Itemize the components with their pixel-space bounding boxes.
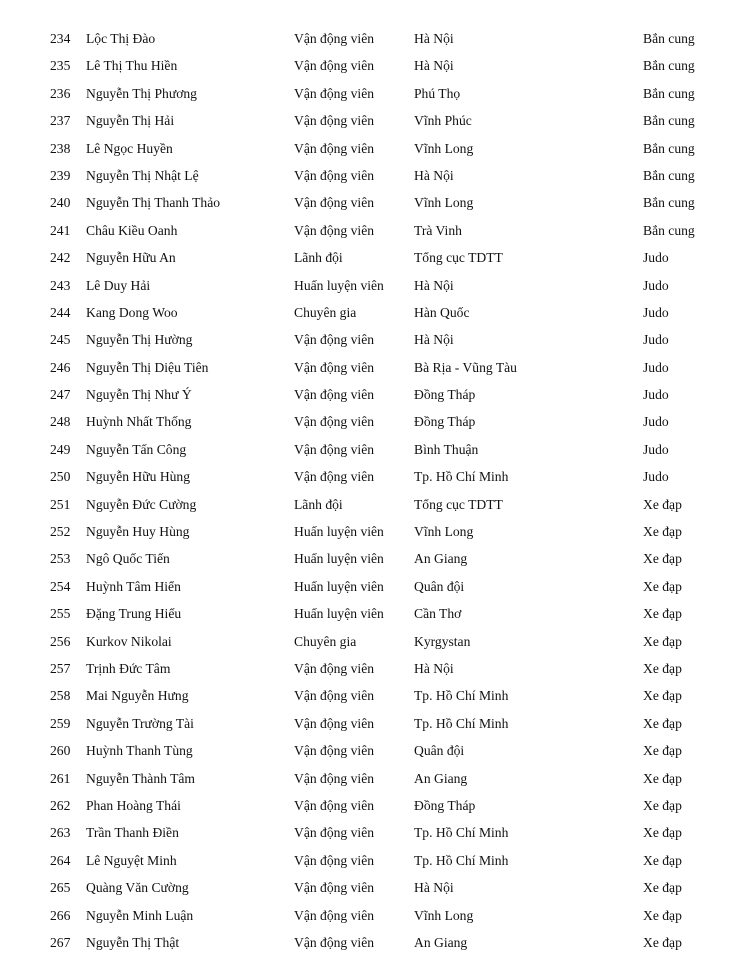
member-role: Vận động viên — [294, 743, 375, 759]
row-number: 258 — [50, 688, 71, 704]
row-number: 245 — [50, 332, 71, 348]
member-sport: Xe đạp — [643, 825, 682, 841]
member-role: Vận động viên — [294, 414, 375, 430]
member-sport: Xe đạp — [643, 852, 682, 868]
member-role: Vận động viên — [294, 332, 375, 348]
member-role: Vận động viên — [294, 688, 375, 704]
member-unit: Phú Thọ — [414, 85, 461, 101]
table-row — [0, 354, 730, 381]
member-role: Vận động viên — [294, 359, 375, 375]
row-number: 265 — [50, 880, 71, 896]
member-sport: Bắn cung — [643, 58, 695, 74]
member-unit: Tp. Hồ Chí Minh — [414, 715, 509, 731]
member-role: Vận động viên — [294, 469, 375, 485]
member-sport: Xe đạp — [643, 715, 682, 731]
row-number: 259 — [50, 715, 71, 731]
row-number: 254 — [50, 578, 71, 594]
member-name: Lê Nguyệt Minh — [86, 852, 177, 868]
member-unit: An Giang — [414, 551, 468, 567]
table-row — [0, 682, 730, 709]
table-row — [0, 162, 730, 189]
member-name: Nguyễn Huy Hùng — [86, 524, 190, 540]
member-name: Huỳnh Thanh Tùng — [86, 743, 193, 759]
member-unit: An Giang — [414, 934, 468, 950]
member-name: Quàng Văn Cường — [86, 880, 189, 896]
row-number: 234 — [50, 31, 71, 46]
member-unit: Bà Rịa - Vũng Tàu — [414, 359, 517, 375]
member-unit: Đồng Tháp — [414, 797, 476, 813]
row-number: 252 — [50, 524, 71, 540]
member-sport: Xe đạp — [643, 633, 682, 649]
row-number: 243 — [50, 277, 71, 293]
member-role: Vận động viên — [294, 387, 375, 403]
member-sport: Xe đạp — [643, 660, 682, 676]
member-sport: Xe đạp — [643, 907, 682, 923]
member-name: Nguyễn Đức Cường — [86, 496, 197, 512]
table-row — [0, 545, 730, 572]
table-row — [0, 299, 730, 326]
member-sport: Xe đạp — [643, 551, 682, 567]
member-name: Nguyễn Thị Phương — [86, 85, 197, 101]
member-role: Lãnh đội — [294, 496, 343, 512]
row-number: 267 — [50, 934, 71, 950]
row-number: 250 — [50, 469, 71, 485]
member-role: Vận động viên — [294, 797, 375, 813]
member-sport: Judo — [643, 277, 669, 293]
row-number: 266 — [50, 907, 71, 923]
table-row — [0, 189, 730, 216]
member-role: Huấn luyện viên — [294, 524, 384, 540]
member-unit: An Giang — [414, 770, 468, 786]
member-sport: Xe đạp — [643, 880, 682, 896]
member-unit: Kyrgystan — [414, 633, 471, 649]
member-unit: Cần Thơ — [414, 606, 462, 622]
table-row — [0, 408, 730, 435]
member-unit: Tp. Hồ Chí Minh — [414, 825, 509, 841]
table-row — [0, 847, 730, 874]
member-unit: Hà Nội — [414, 660, 454, 676]
table-row — [0, 874, 730, 901]
member-role: Vận động viên — [294, 907, 375, 923]
member-role: Vận động viên — [294, 58, 375, 74]
table-row — [0, 135, 730, 162]
row-number: 251 — [50, 496, 71, 512]
member-unit: Hàn Quốc — [414, 304, 470, 320]
member-name: Kurkov Nikolai — [86, 633, 172, 649]
table-row — [0, 600, 730, 627]
member-unit: Vĩnh Long — [414, 524, 474, 540]
member-sport: Bắn cung — [643, 113, 695, 129]
member-role: Vận động viên — [294, 195, 375, 211]
member-sport: Bắn cung — [643, 222, 695, 238]
member-sport: Judo — [643, 441, 669, 457]
row-number: 261 — [50, 770, 71, 786]
member-sport: Xe đạp — [643, 496, 682, 512]
row-number: 248 — [50, 414, 71, 430]
member-role: Vận động viên — [294, 222, 375, 238]
member-role: Vận động viên — [294, 85, 375, 101]
member-unit: Tổng cục TDTT — [414, 250, 503, 266]
member-sport: Xe đạp — [643, 934, 682, 950]
member-name: Nguyễn Thị Hường — [86, 332, 193, 348]
row-number: 263 — [50, 825, 71, 841]
member-unit: Vĩnh Long — [414, 195, 474, 211]
member-name: Mai Nguyễn Hưng — [86, 688, 189, 704]
member-sport: Judo — [643, 387, 669, 403]
table-row — [0, 25, 730, 52]
member-name: Nguyễn Hữu Hùng — [86, 469, 191, 485]
table-row — [0, 217, 730, 244]
row-number: 241 — [50, 222, 71, 238]
member-name: Huỳnh Tâm Hiển — [86, 578, 181, 594]
member-role: Vận động viên — [294, 852, 375, 868]
member-name: Lộc Thị Đào — [86, 31, 156, 46]
member-name: Kang Dong Woo — [86, 304, 178, 320]
member-unit: Quân đội — [414, 578, 465, 594]
table-row — [0, 463, 730, 490]
member-role: Vận động viên — [294, 660, 375, 676]
member-unit: Quân đội — [414, 743, 465, 759]
member-sport: Xe đạp — [643, 688, 682, 704]
member-sport: Judo — [643, 332, 669, 348]
member-name: Nguyễn Trường Tài — [86, 715, 194, 731]
row-number: 253 — [50, 551, 71, 567]
member-sport: Xe đạp — [643, 797, 682, 813]
member-unit: Tp. Hồ Chí Minh — [414, 688, 509, 704]
member-role: Huấn luyện viên — [294, 578, 384, 594]
member-sport: Judo — [643, 304, 669, 320]
member-role: Lãnh đội — [294, 250, 343, 266]
member-name: Lê Ngọc Huyền — [86, 140, 173, 156]
table-row — [0, 244, 730, 271]
table-row — [0, 80, 730, 107]
member-name: Nguyễn Thị Hải — [86, 113, 175, 129]
member-role: Vận động viên — [294, 825, 375, 841]
table-row — [0, 737, 730, 764]
row-number: 237 — [50, 113, 71, 129]
member-name: Phan Hoàng Thái — [86, 797, 181, 813]
member-unit: Hà Nội — [414, 332, 454, 348]
row-number: 246 — [50, 359, 71, 375]
member-sport: Judo — [643, 359, 669, 375]
row-number: 260 — [50, 743, 71, 759]
member-name: Đặng Trung Hiếu — [86, 606, 182, 622]
table-row — [0, 765, 730, 792]
row-number: 262 — [50, 797, 71, 813]
row-number: 242 — [50, 250, 71, 266]
member-sport: Xe đạp — [643, 743, 682, 759]
member-role: Chuyên gia — [294, 633, 357, 649]
member-unit: Tp. Hồ Chí Minh — [414, 469, 509, 485]
row-number: 238 — [50, 140, 71, 156]
member-unit: Tp. Hồ Chí Minh — [414, 852, 509, 868]
table-row — [0, 819, 730, 846]
member-sport: Bắn cung — [643, 167, 695, 183]
member-unit: Đồng Tháp — [414, 414, 476, 430]
member-name: Nguyễn Thị Nhật Lệ — [86, 167, 199, 183]
table-row — [0, 573, 730, 600]
member-sport: Xe đạp — [643, 524, 682, 540]
member-name: Nguyễn Thị Thật — [86, 934, 180, 950]
table-row — [0, 710, 730, 737]
row-number: 256 — [50, 633, 71, 649]
member-name: Châu Kiều Oanh — [86, 222, 178, 238]
member-sport: Bắn cung — [643, 140, 695, 156]
table-row — [0, 655, 730, 682]
row-number: 236 — [50, 85, 71, 101]
table-row — [0, 902, 730, 929]
table-row — [0, 628, 730, 655]
member-name: Trịnh Đức Tâm — [86, 660, 171, 676]
row-number: 249 — [50, 441, 71, 457]
row-number: 255 — [50, 606, 71, 622]
member-unit: Vĩnh Long — [414, 140, 474, 156]
member-unit: Trà Vinh — [414, 222, 462, 238]
member-unit: Bình Thuận — [414, 441, 479, 457]
member-name: Nguyễn Tấn Công — [86, 441, 187, 457]
member-name: Nguyễn Hữu An — [86, 250, 176, 266]
member-name: Nguyễn Minh Luận — [86, 907, 194, 923]
table-row — [0, 326, 730, 353]
member-sport: Bắn cung — [643, 195, 695, 211]
member-sport: Xe đạp — [643, 770, 682, 786]
member-name: Nguyễn Thành Tâm — [86, 770, 195, 786]
member-name: Nguyễn Thị Diệu Tiên — [86, 359, 209, 375]
member-role: Vận động viên — [294, 880, 375, 896]
member-role: Vận động viên — [294, 770, 375, 786]
member-role: Huấn luyện viên — [294, 277, 384, 293]
member-sport: Xe đạp — [643, 606, 682, 622]
row-number: 257 — [50, 660, 71, 676]
row-number: 239 — [50, 167, 71, 183]
member-unit: Hà Nội — [414, 31, 454, 46]
table-row — [0, 518, 730, 545]
table-row — [0, 272, 730, 299]
member-sport: Xe đạp — [643, 578, 682, 594]
member-unit: Vĩnh Long — [414, 907, 474, 923]
member-sport: Judo — [643, 469, 669, 485]
member-unit: Vĩnh Phúc — [414, 113, 472, 129]
member-role: Vận động viên — [294, 715, 375, 731]
member-unit: Đồng Tháp — [414, 387, 476, 403]
table-row — [0, 792, 730, 819]
member-unit: Hà Nội — [414, 58, 454, 74]
member-name: Trần Thanh Điền — [86, 825, 179, 841]
member-name: Ngô Quốc Tiến — [86, 551, 170, 567]
member-name: Huỳnh Nhất Thống — [86, 414, 192, 430]
member-unit: Hà Nội — [414, 880, 454, 896]
member-role: Vận động viên — [294, 140, 375, 156]
member-name: Lê Duy Hải — [86, 277, 151, 293]
table-row — [0, 107, 730, 134]
table-row — [0, 381, 730, 408]
member-name: Nguyễn Thị Thanh Thảo — [86, 195, 221, 211]
member-unit: Tổng cục TDTT — [414, 496, 503, 512]
table-row — [0, 929, 730, 956]
member-name: Nguyễn Thị Như Ý — [86, 387, 192, 403]
member-role: Vận động viên — [294, 167, 375, 183]
row-number: 247 — [50, 387, 71, 403]
row-number: 244 — [50, 304, 71, 320]
member-name: Lê Thị Thu Hiền — [86, 58, 178, 74]
member-role: Huấn luyện viên — [294, 606, 384, 622]
member-unit: Hà Nội — [414, 167, 454, 183]
member-role: Vận động viên — [294, 934, 375, 950]
member-role: Huấn luyện viên — [294, 551, 384, 567]
member-role: Chuyên gia — [294, 304, 357, 320]
member-role: Vận động viên — [294, 113, 375, 129]
member-unit: Hà Nội — [414, 277, 454, 293]
row-number: 240 — [50, 195, 71, 211]
table-row — [0, 436, 730, 463]
row-number: 264 — [50, 852, 71, 868]
member-sport: Bắn cung — [643, 31, 695, 46]
row-number: 235 — [50, 58, 71, 74]
member-sport: Judo — [643, 414, 669, 430]
member-sport: Bắn cung — [643, 85, 695, 101]
member-sport: Judo — [643, 250, 669, 266]
member-role: Vận động viên — [294, 441, 375, 457]
roster-table — [0, 25, 730, 956]
table-row — [0, 491, 730, 518]
table-row — [0, 52, 730, 79]
member-role: Vận động viên — [294, 31, 375, 46]
